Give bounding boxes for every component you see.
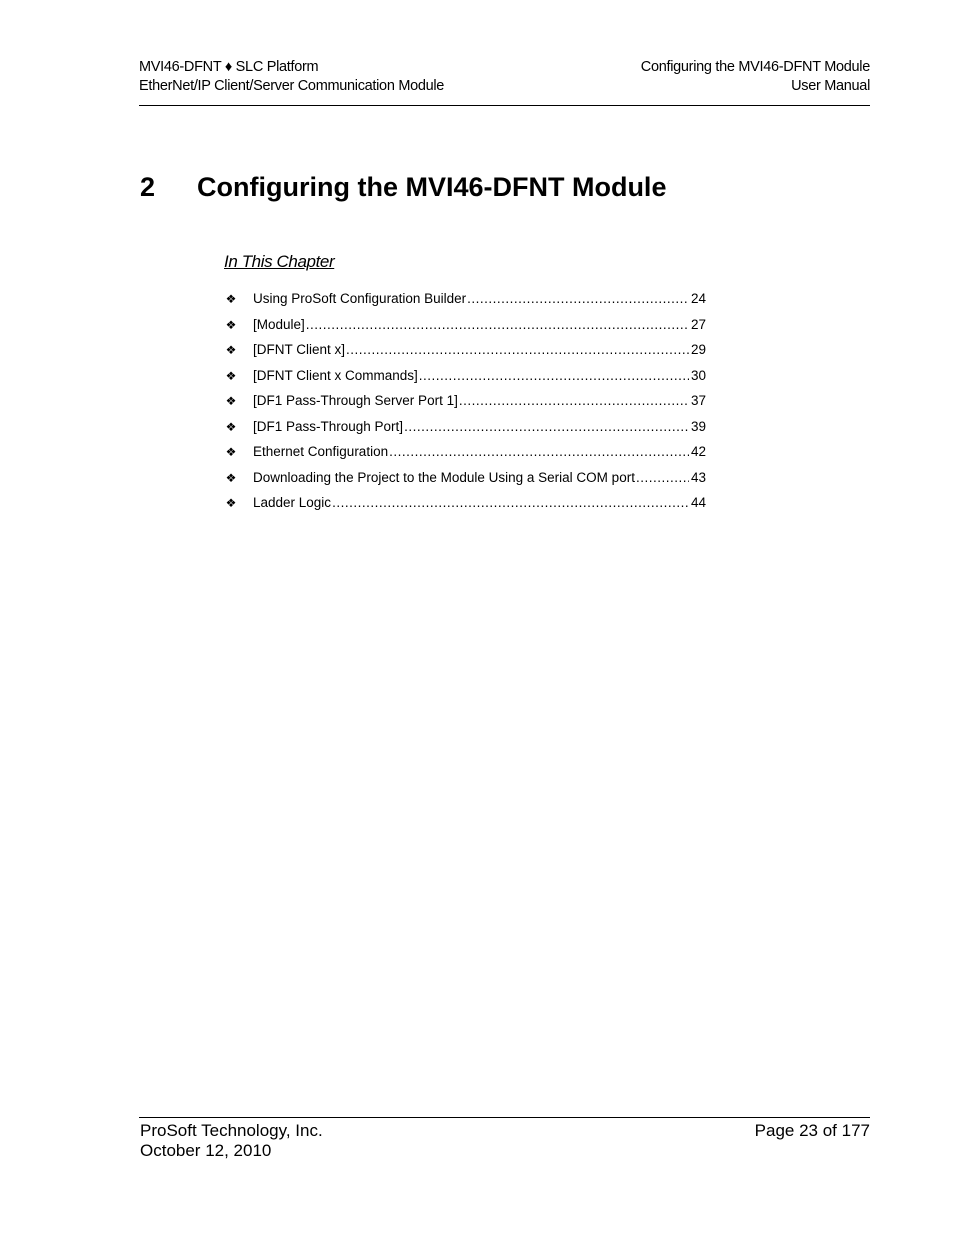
chapter-title: Configuring the MVI46-DFNT Module <box>197 172 667 202</box>
toc-leader <box>389 442 689 462</box>
toc-item-page: 42 <box>690 444 706 459</box>
diamond-bullet-icon: ❖ <box>225 343 237 357</box>
toc-item-page: 43 <box>690 469 706 485</box>
toc-item-title: [DF1 Pass-Through Server Port 1] <box>253 393 458 408</box>
toc-leader <box>306 315 689 335</box>
diamond-bullet-icon: ❖ <box>225 470 237 485</box>
diamond-bullet-icon: ❖ <box>225 496 237 510</box>
toc-item-page: 30 <box>690 367 706 383</box>
header-right <box>641 58 870 96</box>
toc-item[interactable] <box>224 315 706 341</box>
toc-item-title: Using ProSoft Configuration Builder <box>253 291 467 306</box>
diamond-bullet-icon: ❖ <box>225 292 237 306</box>
toc-item[interactable] <box>224 493 706 519</box>
chapter-number: 2 <box>140 172 156 202</box>
toc-item-page: 39 <box>690 418 706 434</box>
page-header <box>139 57 870 106</box>
header-left <box>139 58 444 96</box>
toc-item-title: Ladder Logic <box>253 495 332 510</box>
toc-leader <box>459 391 689 411</box>
toc-leader <box>636 468 689 488</box>
diamond-bullet-icon: ❖ <box>225 419 237 434</box>
toc-item-title: [Module] <box>253 316 305 332</box>
header-doc-type: User Manual <box>791 78 870 94</box>
toc-item[interactable] <box>224 468 706 494</box>
in-this-chapter-heading: In This Chapter <box>224 252 335 271</box>
toc-item[interactable] <box>224 442 706 468</box>
footer-date: October 12, 2010 <box>140 1141 272 1160</box>
toc-leader <box>346 340 689 360</box>
toc-item-page: 29 <box>690 342 706 357</box>
toc-item-title: [DF1 Pass-Through Port] <box>253 418 404 434</box>
header-product: MVI46-DFNT ♦ SLC Platform <box>139 59 319 75</box>
toc-leader <box>419 366 689 386</box>
toc-item-page: 27 <box>690 316 706 332</box>
footer-left <box>140 1121 323 1161</box>
toc-leader <box>332 493 689 513</box>
toc-item-page: 44 <box>690 495 706 510</box>
toc-leader <box>404 417 689 437</box>
toc-item[interactable] <box>224 391 706 417</box>
toc-item-page: 24 <box>690 291 706 306</box>
toc-item-title: Downloading the Project to the Module Using a Serial COM port <box>253 469 635 485</box>
toc-item-title: [DFNT Client x Commands] <box>253 367 418 383</box>
toc-item-title: [DFNT Client x] <box>253 342 346 357</box>
toc-item[interactable] <box>224 289 706 315</box>
header-module: EtherNet/IP Client/Server Communication Module <box>139 78 445 94</box>
toc-item-page: 37 <box>690 393 706 408</box>
toc-item[interactable] <box>224 340 706 366</box>
toc-item[interactable] <box>224 417 706 443</box>
diamond-bullet-icon: ❖ <box>225 368 237 383</box>
toc-item[interactable] <box>224 366 706 392</box>
diamond-bullet-icon: ❖ <box>225 394 237 408</box>
footer-page-number: Page 23 of 177 <box>754 1121 870 1140</box>
toc-item-title: Ethernet Configuration <box>253 444 389 459</box>
toc-leader <box>467 289 689 309</box>
footer-company: ProSoft Technology, Inc. <box>140 1121 323 1140</box>
footer-right <box>755 1121 870 1141</box>
page-footer <box>139 1117 870 1160</box>
diamond-bullet-icon: ❖ <box>225 445 237 459</box>
chapter-toc <box>224 289 706 519</box>
header-chapter: Configuring the MVI46-DFNT Module <box>640 59 870 75</box>
diamond-bullet-icon: ❖ <box>225 317 237 332</box>
